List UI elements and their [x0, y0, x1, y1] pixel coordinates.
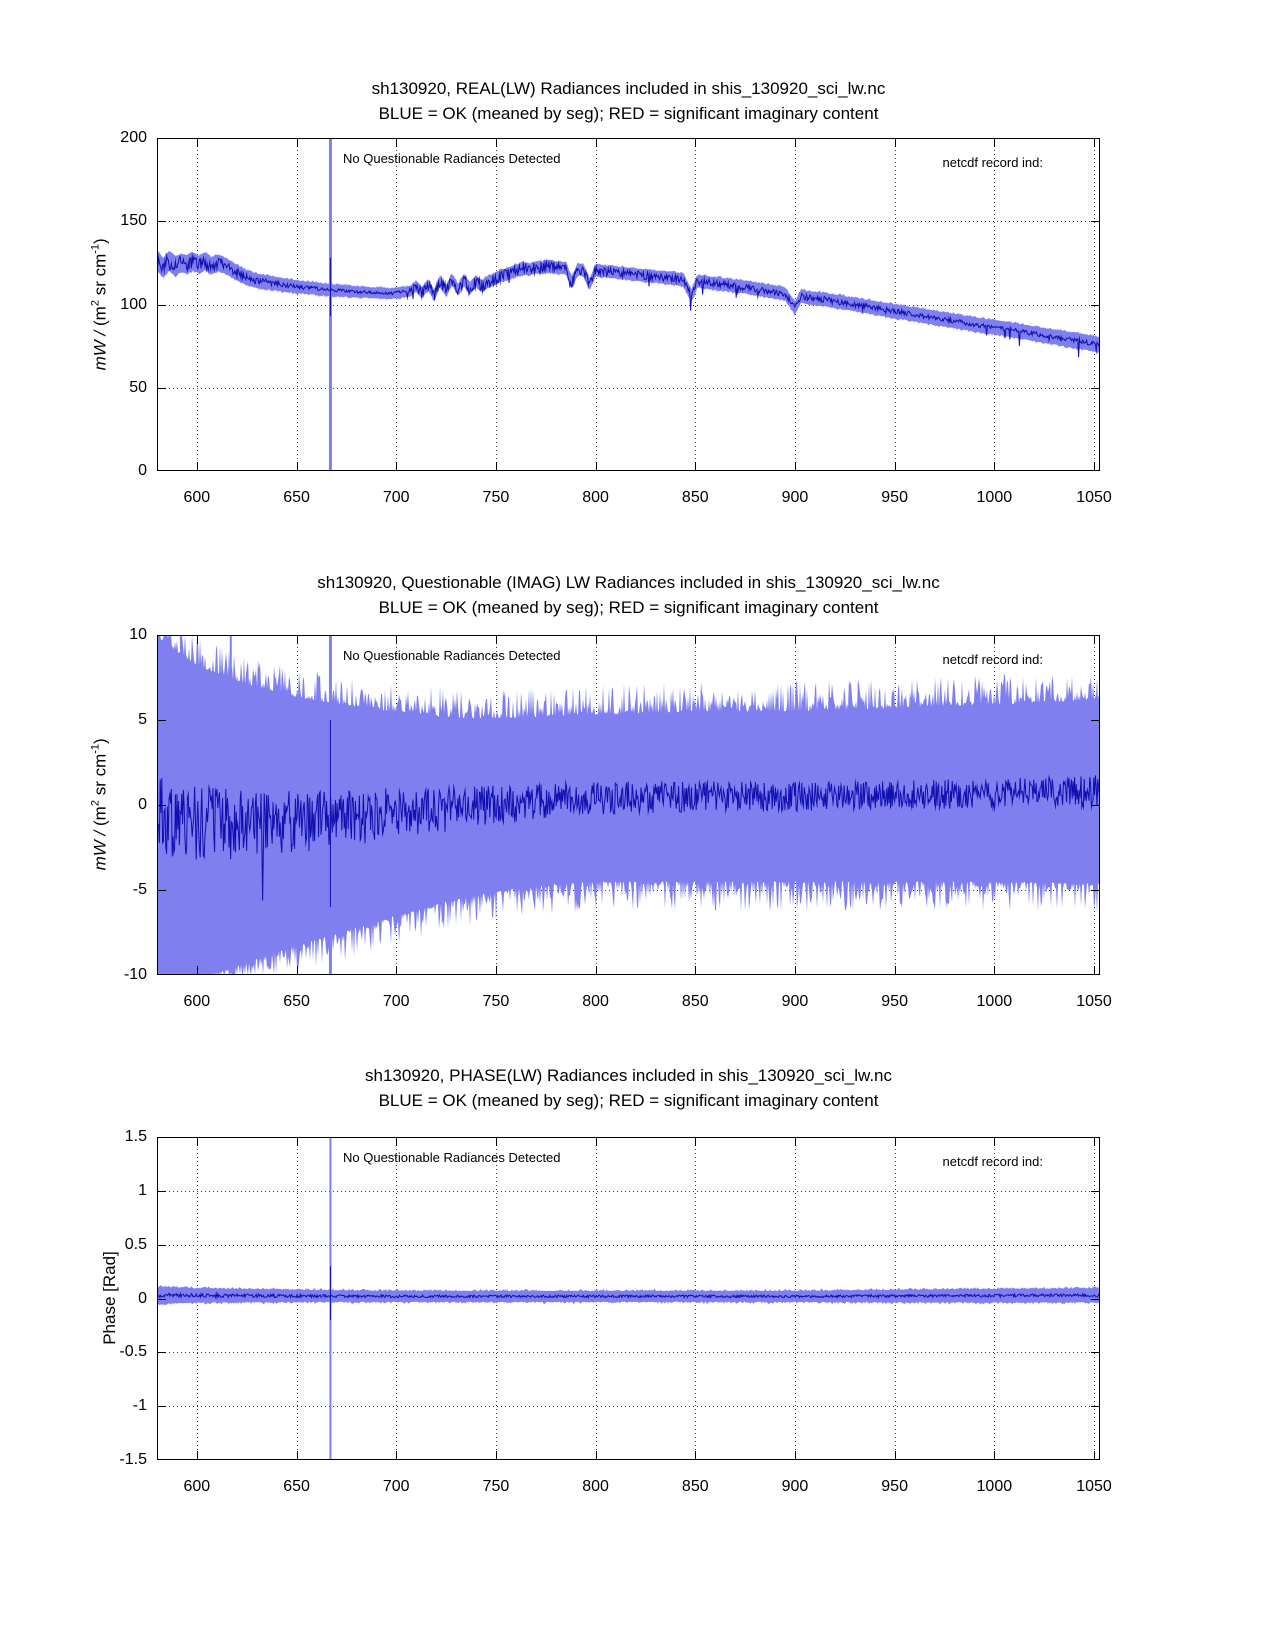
x-tick-label: 900: [781, 993, 809, 1010]
y-tick-label: 0: [138, 796, 147, 813]
x-tick-label: 800: [582, 993, 609, 1010]
x-tick-label: 900: [781, 1478, 809, 1495]
x-tick-label: 800: [582, 489, 609, 506]
x-tick-label: 750: [482, 1478, 510, 1495]
x-tick-label: 850: [681, 993, 709, 1010]
phase-plot-note: No Questionable Radiances Detected: [343, 1150, 561, 1165]
phase-plot-subtitle: BLUE = OK (meaned by seg); RED = significant imaginary content: [378, 1091, 879, 1110]
y-tick-label: -5: [132, 881, 147, 898]
x-tick-label: 650: [283, 1478, 310, 1495]
ylabel-unit: mW /: [90, 825, 110, 871]
x-tick-label: 650: [283, 489, 310, 506]
imag-plot-record-label: netcdf record ind:: [942, 652, 1043, 667]
x-tick-label: 700: [382, 489, 410, 506]
x-tick-label: 1050: [1076, 489, 1112, 506]
x-tick-label: 650: [283, 993, 310, 1010]
x-tick-label: 850: [681, 489, 709, 506]
y-tick-label: 5: [138, 711, 147, 728]
phase-y-axis-label: Phase [Rad]: [100, 1250, 119, 1345]
y-tick-label: 1.5: [124, 1128, 147, 1145]
x-tick-label: 600: [183, 993, 211, 1010]
y-tick-label: 50: [129, 378, 147, 396]
y-tick-label: 150: [120, 212, 147, 230]
y-tick-label: -1.5: [119, 1451, 147, 1468]
x-tick-label: 700: [382, 993, 410, 1010]
imag-y-axis-label: mW / ($m^2$ sr $cm^{-1}$): [89, 738, 110, 871]
x-tick-label: 700: [382, 1478, 410, 1495]
y-tick-label: 0: [138, 1289, 147, 1307]
real-plot-note: No Questionable Radiances Detected: [343, 151, 561, 166]
phase-plot-title: sh130920, PHASE(LW) Radiances included in shis_130920_sci_lw.nc: [365, 1066, 892, 1085]
real-plot-subtitle: BLUE = OK (meaned by seg); RED = significant imaginary content: [378, 104, 879, 123]
imag-plot-title: sh130920, Questionable (IMAG) LW Radiances included in shis_130920_sci_lw.nc: [317, 573, 940, 592]
real-plot-title: sh130920, REAL(LW) Radiances included in shis_130920_sci_lw.nc: [371, 79, 886, 98]
y-tick-label: 10: [129, 626, 147, 643]
x-tick-label: 1050: [1076, 993, 1112, 1010]
x-tick-label: 600: [183, 1478, 211, 1495]
y-tick-label: 1: [138, 1181, 147, 1199]
x-tick-label: 1000: [976, 489, 1013, 506]
y-tick-label: 0: [138, 462, 147, 479]
x-tick-label: 600: [183, 489, 211, 506]
x-tick-label: 750: [482, 489, 510, 506]
real-plot-canvas: [157, 138, 1100, 471]
phase-plot-record-label: netcdf record ind:: [942, 1154, 1043, 1169]
y-tick-label: -0.5: [119, 1343, 147, 1361]
x-tick-label: 950: [881, 489, 908, 506]
x-tick-label: 1050: [1076, 1478, 1112, 1495]
x-tick-label: 750: [482, 993, 510, 1010]
imag-plot-canvas: [157, 635, 1100, 975]
x-tick-label: 1000: [976, 993, 1013, 1010]
real-y-axis-label: mW / ($m^2$ sr $cm^{-1}$): [89, 237, 110, 370]
x-tick-label: 800: [582, 1478, 609, 1495]
x-tick-label: 950: [881, 1478, 908, 1495]
x-tick-label: 900: [781, 489, 809, 506]
ylabel-unit: mW /: [90, 325, 110, 370]
y-tick-label: -10: [123, 966, 147, 983]
x-tick-label: 950: [881, 993, 908, 1010]
x-tick-label: 850: [681, 1478, 709, 1495]
imag-plot-subtitle: BLUE = OK (meaned by seg); RED = significant imaginary content: [378, 598, 879, 617]
y-tick-label: -1: [132, 1397, 147, 1415]
y-tick-label: 200: [120, 129, 147, 146]
imag-plot-note: No Questionable Radiances Detected: [343, 648, 561, 663]
phase-plot-canvas: [157, 1137, 1100, 1460]
y-tick-label: 100: [120, 295, 147, 313]
real-plot-record-label: netcdf record ind:: [942, 155, 1043, 170]
x-tick-label: 1000: [976, 1478, 1013, 1495]
y-tick-label: 0.5: [124, 1235, 147, 1253]
